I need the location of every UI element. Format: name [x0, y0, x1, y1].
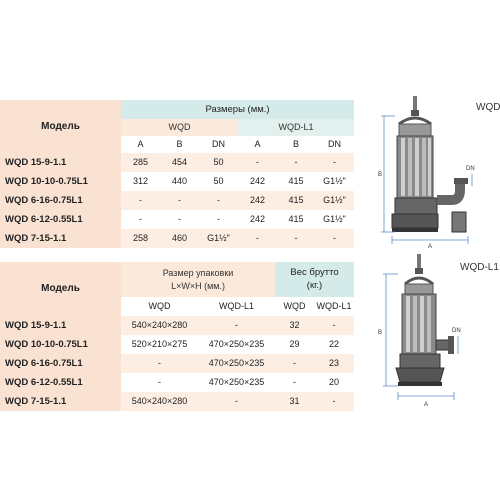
- subgroup-wqd: WQD: [121, 119, 238, 136]
- table-cell: 312: [121, 172, 160, 191]
- row-model: WQD 15-9-1.1: [0, 316, 121, 335]
- wqd-pump-diagram: [372, 90, 500, 260]
- table-cell: -: [121, 210, 160, 229]
- row-model: WQD 10-10-0.75L1: [0, 172, 121, 191]
- dimension-label-a: A: [428, 244, 433, 250]
- table-cell: 31: [275, 392, 314, 411]
- table-cell: 242: [238, 191, 277, 210]
- table-cell: G1½": [315, 172, 354, 191]
- table-cell: -: [238, 153, 277, 172]
- weight-header: [275, 262, 354, 297]
- column-header: WQD-L1: [314, 297, 354, 316]
- table-cell: 242: [238, 210, 277, 229]
- column-header: WQD: [121, 297, 198, 316]
- table-row: [0, 392, 354, 411]
- column-header: DN: [199, 136, 238, 153]
- table-cell: 258: [121, 229, 160, 248]
- dimension-label-a: A: [424, 402, 429, 408]
- table-row: [0, 354, 354, 373]
- table-cell: 32: [275, 316, 314, 335]
- table-cell: -: [121, 191, 160, 210]
- table-cell: 540×240×280: [121, 316, 198, 335]
- subgroup-wqd-l1: WQD-L1: [238, 119, 354, 136]
- table-cell: -: [121, 373, 198, 392]
- column-header: DN: [315, 136, 354, 153]
- pump-body: [396, 254, 454, 386]
- diagram-title: WQD-L1: [460, 262, 499, 273]
- row-model: WQD 6-12-0.55L1: [0, 210, 121, 229]
- column-header: WQD: [275, 297, 314, 316]
- row-model: WQD 6-12-0.55L1: [0, 373, 121, 392]
- table-row: [0, 229, 354, 248]
- table-cell: 520×210×275: [121, 335, 198, 354]
- dimension-label-dn: DN: [452, 328, 461, 334]
- table-cell: -: [315, 153, 354, 172]
- table-row: [0, 335, 354, 354]
- table-cell: -: [160, 191, 199, 210]
- table-cell: 540×240×280: [121, 392, 198, 411]
- diagram-title: WQD: [476, 102, 500, 113]
- table-cell: 415: [277, 210, 315, 229]
- table-cell: 242: [238, 172, 277, 191]
- table-cell: 23: [314, 354, 354, 373]
- table-cell: -: [275, 373, 314, 392]
- table-cell: -: [277, 153, 315, 172]
- table-cell: -: [160, 210, 199, 229]
- table-cell: -: [314, 316, 354, 335]
- weight-units: (кг.): [306, 279, 323, 291]
- table-cell: 470×250×235: [198, 373, 275, 392]
- column-header: A: [238, 136, 277, 153]
- row-model: WQD 6-16-0.75L1: [0, 191, 121, 210]
- column-header: B: [277, 136, 315, 153]
- table-cell: 470×250×235: [198, 335, 275, 354]
- table-cell: 460: [160, 229, 199, 248]
- table-cell: G1½": [199, 229, 238, 248]
- dimension-label-b: B: [378, 172, 383, 178]
- table-row: [0, 316, 354, 335]
- pump-body: [392, 96, 468, 232]
- row-model: WQD 7-15-1.1: [0, 392, 121, 411]
- table-row: [0, 191, 354, 210]
- dimension-label-dn: DN: [466, 166, 475, 172]
- wqd-l1-pump-diagram: [372, 250, 500, 420]
- pack-size-units: L×W×H (мм.): [171, 280, 225, 291]
- row-model: WQD 6-16-0.75L1: [0, 354, 121, 373]
- table-cell: -: [198, 392, 275, 411]
- table-cell: 415: [277, 172, 315, 191]
- table-cell: 454: [160, 153, 199, 172]
- table-cell: 22: [314, 335, 354, 354]
- packaging-table: [0, 262, 354, 411]
- column-header: B: [160, 136, 199, 153]
- table-cell: -: [199, 210, 238, 229]
- table-cell: G1½": [315, 210, 354, 229]
- table-cell: G1½": [315, 191, 354, 210]
- table-row: [0, 153, 354, 172]
- table-cell: 415: [277, 191, 315, 210]
- table-cell: 50: [199, 172, 238, 191]
- column-header: A: [121, 136, 160, 153]
- table-cell: -: [314, 392, 354, 411]
- table-cell: -: [121, 354, 198, 373]
- row-model: WQD 10-10-0.75L1: [0, 335, 121, 354]
- table-cell: -: [238, 229, 277, 248]
- dimension-label-b: B: [378, 330, 383, 336]
- table-cell: -: [277, 229, 315, 248]
- weight-title: Вес брутто: [290, 266, 339, 278]
- dimensions-group-header: Размеры (мм.): [121, 100, 354, 119]
- row-model: WQD 7-15-1.1: [0, 229, 121, 248]
- table-row: [0, 210, 354, 229]
- table-cell: 20: [314, 373, 354, 392]
- table-cell: -: [198, 316, 275, 335]
- table-row: [0, 172, 354, 191]
- pack-size-title: Размер упаковки: [162, 268, 234, 279]
- dimensions-table: [0, 100, 354, 248]
- table-cell: 470×250×235: [198, 354, 275, 373]
- column-header: WQD-L1: [198, 297, 275, 316]
- table-cell: -: [275, 354, 314, 373]
- model-header: Модель: [0, 100, 121, 153]
- table-cell: -: [199, 191, 238, 210]
- table-cell: 285: [121, 153, 160, 172]
- table-cell: -: [315, 229, 354, 248]
- table-row: [0, 373, 354, 392]
- table-cell: 440: [160, 172, 199, 191]
- model-header: Модель: [0, 262, 121, 316]
- table-cell: 50: [199, 153, 238, 172]
- table-cell: 29: [275, 335, 314, 354]
- pack-size-header: [121, 262, 275, 297]
- row-model: WQD 15-9-1.1: [0, 153, 121, 172]
